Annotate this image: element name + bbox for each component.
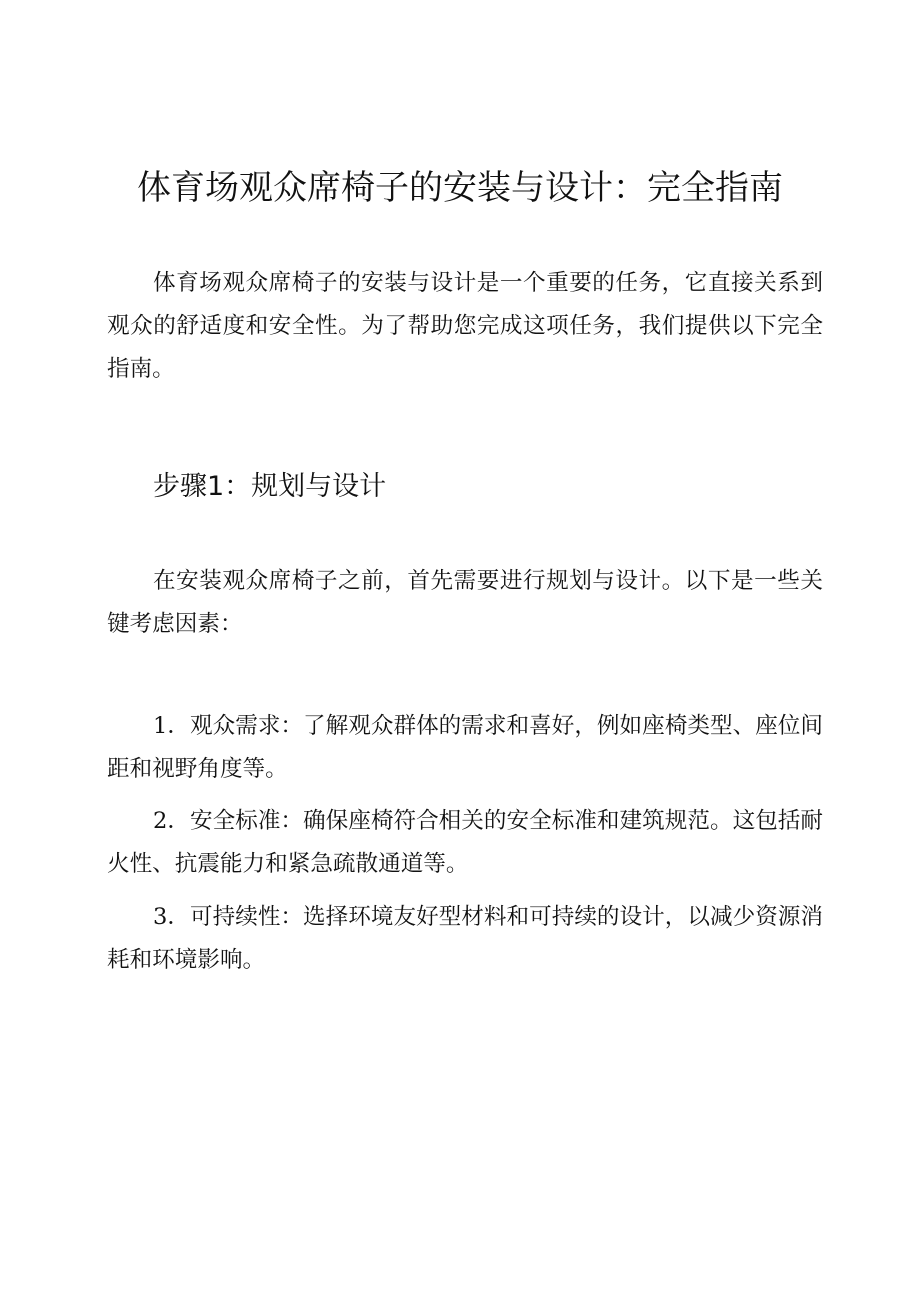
list-item-safety-standards: 2．安全标准：确保座椅符合相关的安全标准和建筑规范。这包括耐火性、抗震能力和紧急疏散通道等。 bbox=[107, 808, 823, 877]
intro-paragraph: 体育场观众席椅子的安装与设计是一个重要的任务，它直接关系到观众的舒适度和安全性。为了帮助您完成这项任务，我们提供以下完全指南。 bbox=[107, 270, 823, 382]
step1-intro-paragraph: 在安装观众席椅子之前，首先需要进行规划与设计。以下是一些关键考虑因素： bbox=[107, 568, 823, 637]
step1-heading: 步骤1：规划与设计 bbox=[153, 471, 387, 502]
list-item-audience-needs: 1．观众需求：了解观众群体的需求和喜好，例如座椅类型、座位间距和视野角度等。 bbox=[107, 713, 823, 782]
document-title: 体育场观众席椅子的安装与设计：完全指南 bbox=[137, 168, 783, 208]
list-item-sustainability: 3．可持续性：选择环境友好型材料和可持续的设计，以减少资源消耗和环境影响。 bbox=[107, 904, 823, 973]
